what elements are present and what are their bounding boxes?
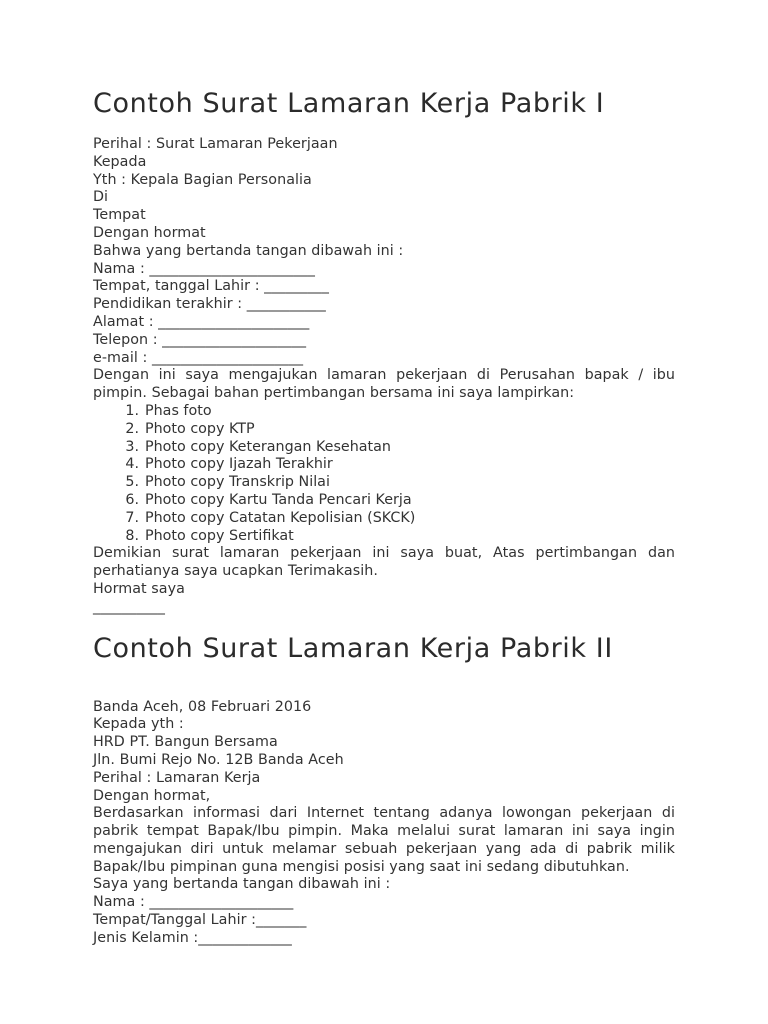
letter-2-line: Dengan hormat, bbox=[93, 787, 211, 804]
list-item-number: 7 . bbox=[93, 510, 139, 528]
list-item-number: 8 . bbox=[93, 528, 139, 546]
attachment-list bbox=[93, 403, 675, 545]
letter-1-title: Contoh Surat Lamaran Kerja Pabrik I bbox=[93, 88, 605, 119]
letter-1-sign-off: Hormat saya bbox=[93, 580, 185, 597]
letter-2-line: Saya yang bertanda tangan dibawah ini : bbox=[93, 876, 391, 893]
letter-2-field-gender: Jenis Kelamin :_____________ bbox=[93, 929, 292, 946]
letter-2-line: Jln. Bumi Rejo No. 12B Banda Aceh bbox=[93, 751, 344, 768]
list-item-text: Photo copy KTP bbox=[145, 420, 255, 437]
letter-2-line: Perihal : Lamaran Kerja bbox=[93, 769, 261, 786]
letter-2-title: Contoh Surat Lamaran Kerja Pabrik II bbox=[93, 632, 613, 664]
list-item-number: 5 . bbox=[93, 474, 139, 492]
letter-1-field-phone: Telepon : ____________________ bbox=[93, 331, 307, 348]
letter-2-field-lines bbox=[93, 876, 675, 947]
document-content bbox=[93, 82, 675, 948]
list-item-number: 1 . bbox=[93, 403, 139, 421]
letter-1-field-email: e-mail : _____________________ bbox=[93, 349, 304, 366]
letter-1-closing-paragraph: Demikian surat lamaran pekerjaan ini saya buat, Atas pertimbangan dan perhatianya saya ucapkan Terimakasih. bbox=[93, 545, 675, 580]
letter-1-field-address: Alamat : _____________________ bbox=[93, 313, 310, 330]
letter-1-line: Yth : Kepala Bagian Personalia bbox=[93, 171, 312, 188]
list-item bbox=[93, 456, 675, 474]
letter-1-line: Kepada bbox=[93, 153, 147, 170]
letter-1-field-name: Nama : _______________________ bbox=[93, 260, 315, 277]
list-item bbox=[93, 510, 675, 528]
letter-2-line: Kepada yth : bbox=[93, 716, 184, 733]
list-item-number: 2 . bbox=[93, 421, 139, 439]
letter-1-intro-paragraph: Dengan ini saya mengajukan lamaran pekerjaan di Perusahan bapak / ibu pimpin. Sebagai bahan pertimbangan bersama ini saya lampirkan: bbox=[93, 367, 675, 402]
list-item-text: Photo copy Sertifikat bbox=[145, 527, 294, 544]
list-item bbox=[93, 528, 675, 546]
letter-1-header-lines bbox=[93, 136, 675, 367]
list-item-text: Phas foto bbox=[145, 402, 212, 419]
list-item-text: Photo copy Catatan Kepolisian (SKCK) bbox=[145, 509, 416, 526]
letter-2-line: HRD PT. Bangun Bersama bbox=[93, 734, 278, 751]
letter-1-line: Perihal : Surat Lamaran Pekerjaan bbox=[93, 136, 338, 152]
letter-2-date: Banda Aceh, 08 Februari 2016 bbox=[93, 698, 312, 715]
list-item-number: 3 . bbox=[93, 439, 139, 457]
letter-1-line: Bahwa yang bertanda tangan dibawah ini : bbox=[93, 242, 404, 259]
list-item-text: Photo copy Kartu Tanda Pencari Kerja bbox=[145, 491, 412, 508]
list-item-number: 6 . bbox=[93, 492, 139, 510]
list-item bbox=[93, 439, 675, 457]
letter-1-line: Tempat bbox=[93, 207, 146, 224]
letter-1-field-education: Pendidikan terakhir : ___________ bbox=[93, 296, 326, 313]
letter-2-field-birth: Tempat/Tanggal Lahir :_______ bbox=[93, 912, 307, 929]
letter-1-field-birth: Tempat, tanggal Lahir : _________ bbox=[93, 278, 329, 295]
letter-1-line: Di bbox=[93, 189, 109, 206]
list-item bbox=[93, 492, 675, 510]
list-item-number: 4 . bbox=[93, 456, 139, 474]
letter-2-header-lines bbox=[93, 699, 675, 806]
letter-1-line: Dengan hormat bbox=[93, 224, 206, 241]
list-item bbox=[93, 474, 675, 492]
letter-1-signature-line: __________ bbox=[93, 598, 165, 615]
list-item-text: Photo copy Keterangan Kesehatan bbox=[145, 438, 391, 455]
letter-2-field-name: Nama : ____________________ bbox=[93, 894, 294, 911]
letter-2-body-paragraph: Berdasarkan informasi dari Internet tentang adanya lowongan pekerjaan di pabrik tempat Bapak/Ibu pimpin. Maka melalui surat lamaran ini saya ingin mengajukan diri untuk melamar sebuah pekerjaan yang ada di pabrik milik Bapak/Ibu pimpinan guna mengisi posisi yang saat ini sedang dibutuhkan. bbox=[93, 805, 675, 875]
list-item bbox=[93, 421, 675, 439]
list-item-text: Photo copy Transkrip Nilai bbox=[145, 474, 330, 491]
list-item-text: Photo copy Ijazah Terakhir bbox=[145, 456, 333, 473]
list-item bbox=[93, 403, 675, 421]
